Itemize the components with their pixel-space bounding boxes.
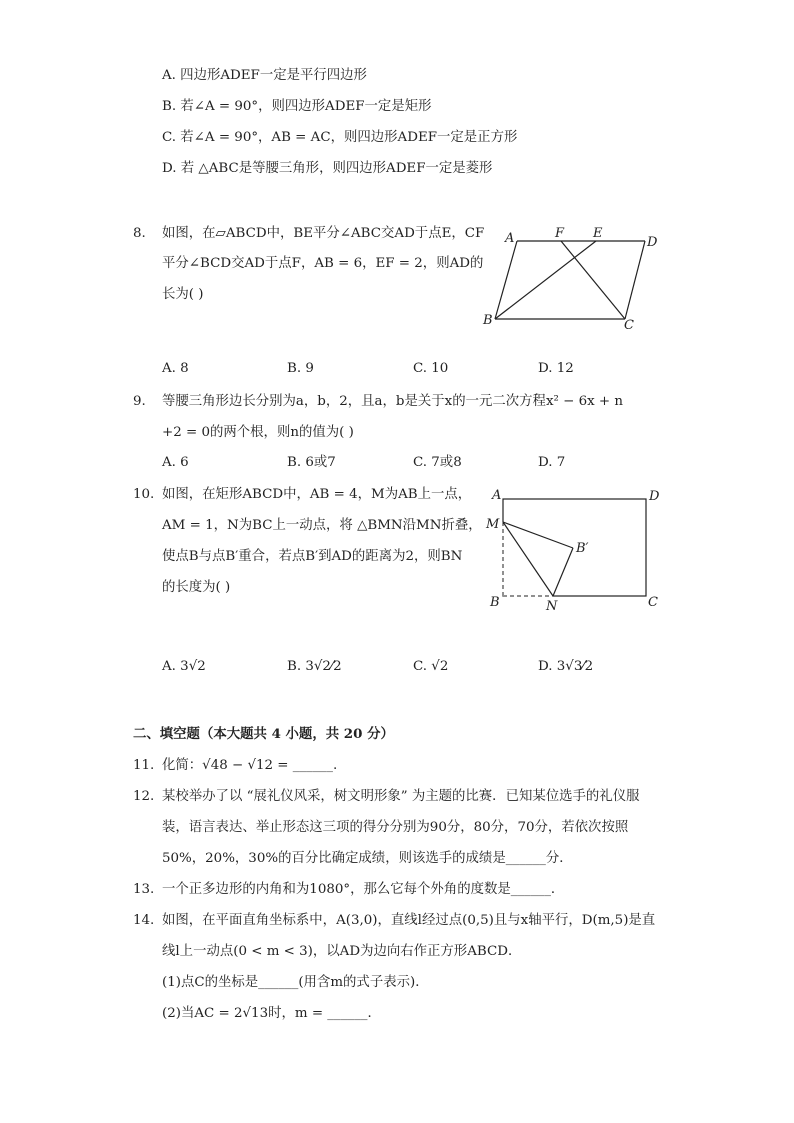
q12-line-2: 装，语言表达、举止形态这三项的得分分别为90分，80分，70分，若依次按照	[162, 820, 629, 835]
q9-option-d: D. 7	[538, 455, 566, 470]
q8-segment-be	[495, 241, 596, 319]
q13-text: 一个正多边形的内角和为1080°，那么它每个外角的度数是______．	[162, 882, 565, 897]
q12-number: 12.	[133, 789, 155, 804]
q8-line-2: 平分∠BCD交AD于点F，AB = 6，EF = 2，则AD的	[162, 256, 484, 271]
q8-label-e: E	[593, 226, 603, 241]
section-2-title: 二、填空题（本大题共 4 小题，共 20 分）	[133, 726, 394, 742]
q10-label-d: D	[649, 489, 660, 504]
q10-option-b: B. 3√2⁄2	[287, 659, 342, 674]
q10-number: 10.	[133, 487, 155, 502]
q10-option-d: D. 3√3⁄2	[538, 659, 594, 674]
q9-line-2: +2 = 0的两个根，则n的值为( )	[162, 425, 354, 440]
q8-line-1: 如图，在▱ABCD中，BE平分∠ABC交AD于点E，CF	[162, 226, 485, 241]
q8-side-ab	[495, 241, 517, 319]
q12-line-1: 某校举办了以 “展礼仪风采，树文明形象” 为主题的比赛．已知某位选手的礼仪服	[162, 789, 640, 804]
q8-line-3: 长为( )	[162, 287, 204, 302]
q11-text: 化简：√48 − √12 = ______.	[162, 758, 338, 773]
q8-label-c: C	[624, 318, 634, 333]
q8-option-c: C. 10	[413, 361, 449, 376]
q10-line-3: 使点B与点B′重合，若点B′到AD的距离为2，则BN	[162, 549, 463, 564]
q10-label-m: M	[486, 517, 500, 532]
q10-rectangle-figure	[482, 482, 672, 614]
q10-option-a: A. 3√2	[162, 659, 206, 674]
q8-side-dc	[625, 241, 645, 319]
q10-label-b: B	[490, 595, 500, 610]
q10-line-2: AM = 1，N为BC上一动点，将 △BMN沿MN折叠，	[162, 518, 482, 533]
q9-option-b: B. 6或7	[287, 455, 336, 470]
q8-number: 8.	[133, 226, 146, 241]
q7-option-a: A. 四边形ADEF一定是平行四边形	[162, 68, 367, 83]
q10-line-1: 如图，在矩形ABCD中，AB = 4，M为AB上一点，	[162, 487, 472, 502]
q8-label-f: F	[555, 226, 565, 241]
q7-option-b: B. 若∠A = 90°，则四边形ADEF一定是矩形	[162, 99, 432, 114]
q14-number: 14.	[133, 913, 155, 928]
q10-label-a: A	[492, 488, 502, 503]
q10-label-b-prime: B′	[576, 541, 589, 556]
q10-segment-b1n	[553, 548, 573, 596]
q8-segment-cf	[561, 241, 625, 319]
q8-option-d: D. 12	[538, 361, 574, 376]
q7-option-c: C. 若∠A = 90°，AB = AC，则四边形ADEF一定是正方形	[162, 130, 518, 145]
q13-number: 13.	[133, 882, 155, 897]
q12-line-3: 50%，20%，30%的百分比确定成绩，则该选手的成绩是______分．	[162, 851, 573, 866]
q11-number: 11.	[133, 758, 155, 773]
q9-option-a: A. 6	[162, 455, 189, 470]
q9-option-c: C. 7或8	[413, 455, 462, 470]
q8-label-b: B	[483, 313, 493, 328]
q8-parallelogram-figure	[480, 222, 670, 337]
q8-label-d: D	[647, 235, 658, 250]
q8-option-a: A. 8	[162, 361, 189, 376]
q14-line-3: (1)点C的坐标是______(用含m的式子表示)．	[162, 975, 429, 990]
q14-line-2: 线l上一动点(0 < m < 3)，以AD为边向右作正方形ABCD．	[162, 944, 522, 959]
q7-option-d: D. 若 △ABC是等腰三角形，则四边形ADEF一定是菱形	[162, 161, 493, 176]
q10-option-c: C. √2	[413, 659, 449, 674]
q9-number: 9.	[133, 394, 146, 409]
q8-label-a: A	[505, 231, 515, 246]
q10-label-c: C	[648, 595, 658, 610]
q14-line-4: (2)当AC = 2√13时，m = ______．	[162, 1006, 381, 1021]
q8-option-b: B. 9	[287, 361, 314, 376]
q10-rectangle-abcd	[503, 499, 646, 596]
q9-line-1: 等腰三角形边长分别为a，b，2，且a，b是关于x的一元二次方程x² − 6x + n	[162, 394, 624, 409]
q10-line-4: 的长度为( )	[162, 580, 231, 595]
q10-segment-mb1	[503, 522, 573, 548]
q14-line-1: 如图，在平面直角坐标系中，A(3,0)，直线l经过点(0,5)且与x轴平行，D(m,5)是直	[162, 913, 656, 928]
q10-segment-mn	[503, 522, 553, 596]
q10-label-n: N	[546, 599, 558, 614]
